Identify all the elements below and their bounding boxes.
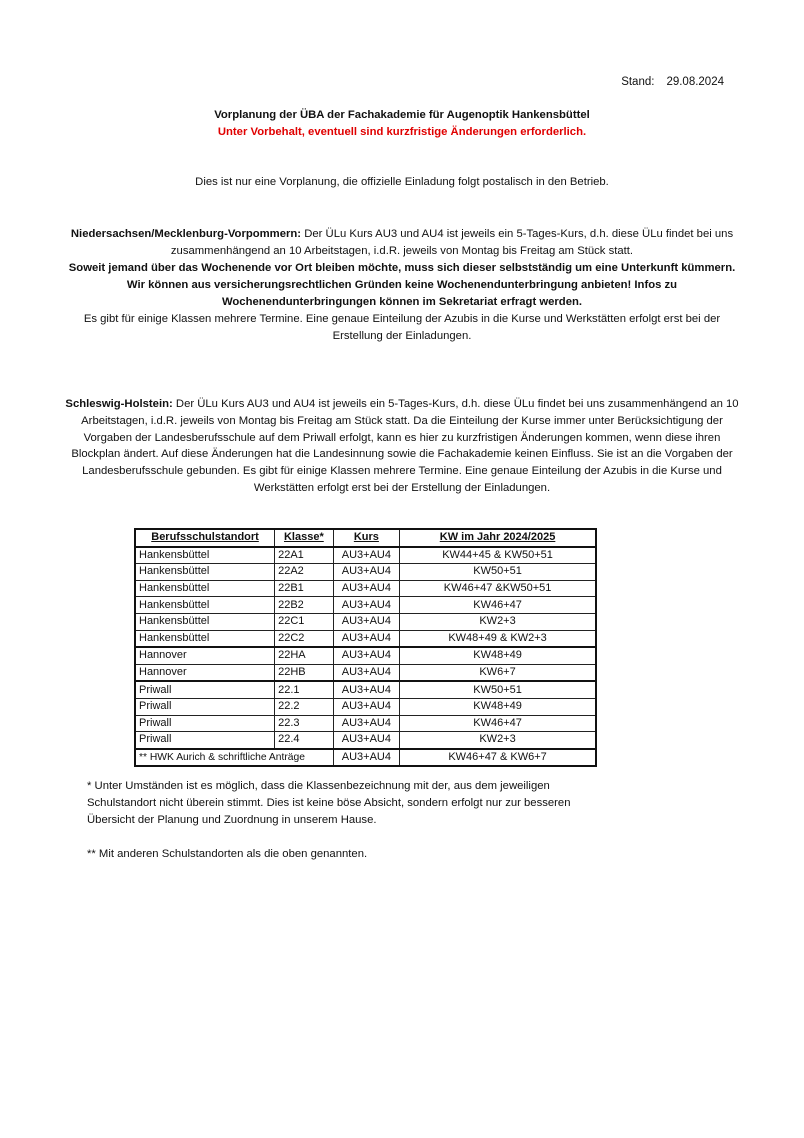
table-row (135, 698, 596, 715)
cell-kw: KW2+3 (400, 613, 596, 630)
cell-klasse: 22C1 (275, 613, 334, 630)
cell-klasse: 22.3 (275, 715, 334, 732)
schleswig-region: Schleswig-Holstein: (65, 398, 173, 410)
cell-standort: Hannover (135, 664, 275, 681)
cell-klasse: 22HB (275, 664, 334, 681)
page-subtitle: Unter Vorbehalt, eventuell sind kurzfristige Änderungen erforderlich. (217, 126, 587, 138)
table-row (135, 647, 596, 664)
table-row (135, 613, 596, 630)
niedersachsen-text-1: Der ÜLu Kurs AU3 und AU4 ist jeweils ein 5-Tages-Kurs, d.h. diese ÜLu findet bei uns zusammenhängend an 10 Arbeitstagen, i.d.R. jeweils von Montag bis Freitag am Stück statt. (170, 228, 734, 257)
cell-klasse: 22B1 (275, 580, 334, 597)
cell-standort: Hankensbüttel (135, 613, 275, 630)
cell-kurs: AU3+AU4 (333, 698, 399, 715)
niedersachsen-bold-text: Soweit jemand über das Wochenende vor Ort bleiben möchte, muss sich dieser selbstständig um eine Unterkunft kümmern. Wir können aus versicherungsrechtlichen Gründen keine Wochenendunterbringung anbieten! Infos zu Wochenendunterbringungen können im Sekretariat erfragt werden. (68, 262, 736, 308)
cell-kw: KW48+49 (400, 698, 596, 715)
cell-standort: Hankensbüttel (135, 630, 275, 647)
cell-standort: Hankensbüttel (135, 580, 275, 597)
cell-standort: Hankensbüttel (135, 547, 275, 564)
cell-kw: KW50+51 (400, 564, 596, 581)
cell-kw: KW50+51 (400, 681, 596, 698)
schleswig-text: Der ÜLu Kurs AU3 und AU4 ist jeweils ein 5-Tages-Kurs, d.h. diese ÜLu findet bei uns zusammenhängend an 10 Arbeitstagen, i.d.R. jeweils von Montag bis Freitag am Stück statt. Da die Einteilung der Kurse immer unter Berücksichtigung der Vorgaben der Landesberufsschule auf dem Priwall erfolgt, kann es hier zu kurzfristigen Änderungen kommen, wenn diese ihren Blockplan ändert. Auf diese Änderungen hat die Landesinnung sowie die Fachakademie keinen Einfluss. Sie ist an die Vorgaben der Landesberufsschule gebunden. Es gibt für einige Klassen mehrere Termine. Eine genaue Einteilung der Azubis in die Kurse und Werkstätten erfolgt erst bei der Erstellung der Einladungen. (71, 398, 739, 494)
cell-kurs: AU3+AU4 (333, 597, 399, 614)
table-row (135, 681, 596, 698)
page-title: Vorplanung der ÜBA der Fachakademie für Augenoptik Hankensbüttel (214, 109, 590, 121)
header-berufsschulstandort: Berufsschulstandort (135, 529, 275, 547)
cell-kw: KW48+49 & KW2+3 (400, 630, 596, 647)
cell-kurs: AU3+AU4 (333, 580, 399, 597)
table-row (135, 547, 596, 564)
cell-standort: Priwall (135, 715, 275, 732)
cell-kurs: AU3+AU4 (333, 749, 399, 767)
cell-kurs: AU3+AU4 (333, 647, 399, 664)
stand-date: 29.08.2024 (666, 76, 724, 88)
cell-kw: KW48+49 (400, 647, 596, 664)
cell-kurs: AU3+AU4 (333, 732, 399, 749)
table-row (135, 564, 596, 581)
footnote-2: ** Mit anderen Schulstandorten als die oben genannten. (87, 848, 368, 860)
cell-kurs: AU3+AU4 (333, 564, 399, 581)
cell-klasse: 22A2 (275, 564, 334, 581)
cell-klasse: 22C2 (275, 630, 334, 647)
cell-standort: Priwall (135, 698, 275, 715)
cell-standort: ** HWK Aurich & schriftliche Anträge (135, 749, 333, 767)
cell-klasse: 22.2 (275, 698, 334, 715)
cell-standort: Priwall (135, 732, 275, 749)
schleswig-paragraph (60, 396, 744, 497)
table-row (135, 630, 596, 647)
cell-klasse: 22HA (275, 647, 334, 664)
cell-klasse: 22.1 (275, 681, 334, 698)
niedersachsen-region: Niedersachsen/Mecklenburg-Vorpommern: (70, 228, 302, 240)
table-row (135, 732, 596, 749)
cell-kw: KW46+47 (400, 597, 596, 614)
footnotes (87, 778, 607, 863)
cell-klasse: 22A1 (275, 547, 334, 564)
cell-kurs: AU3+AU4 (333, 547, 399, 564)
cell-kurs: AU3+AU4 (333, 613, 399, 630)
table-row (135, 597, 596, 614)
table-row (135, 749, 596, 767)
cell-kurs: AU3+AU4 (333, 681, 399, 698)
table-header-row (135, 529, 596, 547)
footnote-1: * Unter Umständen ist es möglich, dass die Klassenbezeichnung mit der, aus dem jeweiligen Schulstandort nicht überein stimmt. Dies ist keine böse Absicht, sondern erfolgt nur zur besseren Übersicht der Planung und Zuordnung in unserem Hause. (87, 780, 571, 826)
niedersachsen-text-2: Es gibt für einige Klassen mehrere Termine. Eine genaue Einteilung der Azubis in die Kurse und Werkstätten erfolgt erst bei der Erstellung der Einladungen. (83, 313, 721, 342)
cell-kw: KW44+45 & KW50+51 (400, 547, 596, 564)
table-row (135, 580, 596, 597)
cell-kurs: AU3+AU4 (333, 715, 399, 732)
cell-kurs: AU3+AU4 (333, 664, 399, 681)
cell-klasse: 22.4 (275, 732, 334, 749)
cell-standort: Hankensbüttel (135, 564, 275, 581)
cell-klasse: 22B2 (275, 597, 334, 614)
header-klasse: Klasse* (275, 529, 334, 547)
cell-standort: Priwall (135, 681, 275, 698)
notice-text: Dies ist nur eine Vorplanung, die offizielle Einladung folgt postalisch in den Betrieb. (195, 176, 609, 188)
stand-line (560, 76, 724, 88)
schedule-table (134, 528, 597, 767)
table-row (135, 715, 596, 732)
cell-kw: KW46+47 (400, 715, 596, 732)
cell-kw: KW6+7 (400, 664, 596, 681)
cell-standort: Hankensbüttel (135, 597, 275, 614)
cell-standort: Hannover (135, 647, 275, 664)
cell-kw: KW46+47 & KW6+7 (400, 749, 596, 767)
cell-kw: KW46+47 &KW50+51 (400, 580, 596, 597)
header-kurs: Kurs (333, 529, 399, 547)
stand-label: Stand: (621, 76, 655, 88)
cell-kw: KW2+3 (400, 732, 596, 749)
header-kw: KW im Jahr 2024/2025 (400, 529, 596, 547)
table-row (135, 664, 596, 681)
niedersachsen-paragraph (60, 226, 744, 345)
cell-kurs: AU3+AU4 (333, 630, 399, 647)
